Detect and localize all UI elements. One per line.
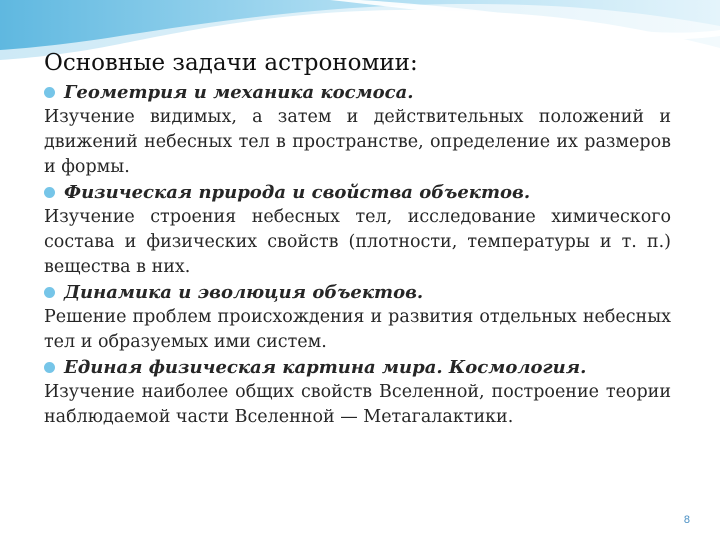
bullet-dot-icon — [44, 187, 55, 198]
bullet-dot-icon — [44, 362, 55, 373]
section-heading — [44, 180, 671, 205]
slide-content — [44, 48, 671, 430]
section-heading-text: Динамика и эволюция объектов. — [64, 282, 424, 303]
section-text: Изучение строения небесных тел, исследование химического состава и физических свойств (плотности, температуры и т. п.) вещества в них. — [44, 207, 671, 277]
section-heading-text: Единая физическая картина мира. Космология. — [64, 357, 587, 378]
page-number: 8 — [683, 514, 690, 526]
section-heading-text: Геометрия и механика космоса. — [64, 82, 414, 103]
section-heading — [44, 355, 671, 380]
section-heading-text: Физическая природа и свойства объектов. — [64, 182, 531, 203]
section-text: Изучение видимых, а затем и действительных положений и движений небесных тел в пространстве, определение их размеров и формы. — [44, 107, 671, 177]
section-text: Изучение наиболее общих свойств Вселенной, построение теории наблюдаемой части Вселенной — Метагалактики. — [44, 382, 671, 427]
bullet-dot-icon — [44, 287, 55, 298]
bullet-dot-icon — [44, 87, 55, 98]
section-text: Решение проблем происхождения и развития отдельных небесных тел и образуемых ими систем. — [44, 307, 671, 352]
slide-title: Основные задачи астрономии: — [44, 50, 418, 76]
section-heading — [44, 280, 671, 305]
section-heading — [44, 80, 671, 105]
